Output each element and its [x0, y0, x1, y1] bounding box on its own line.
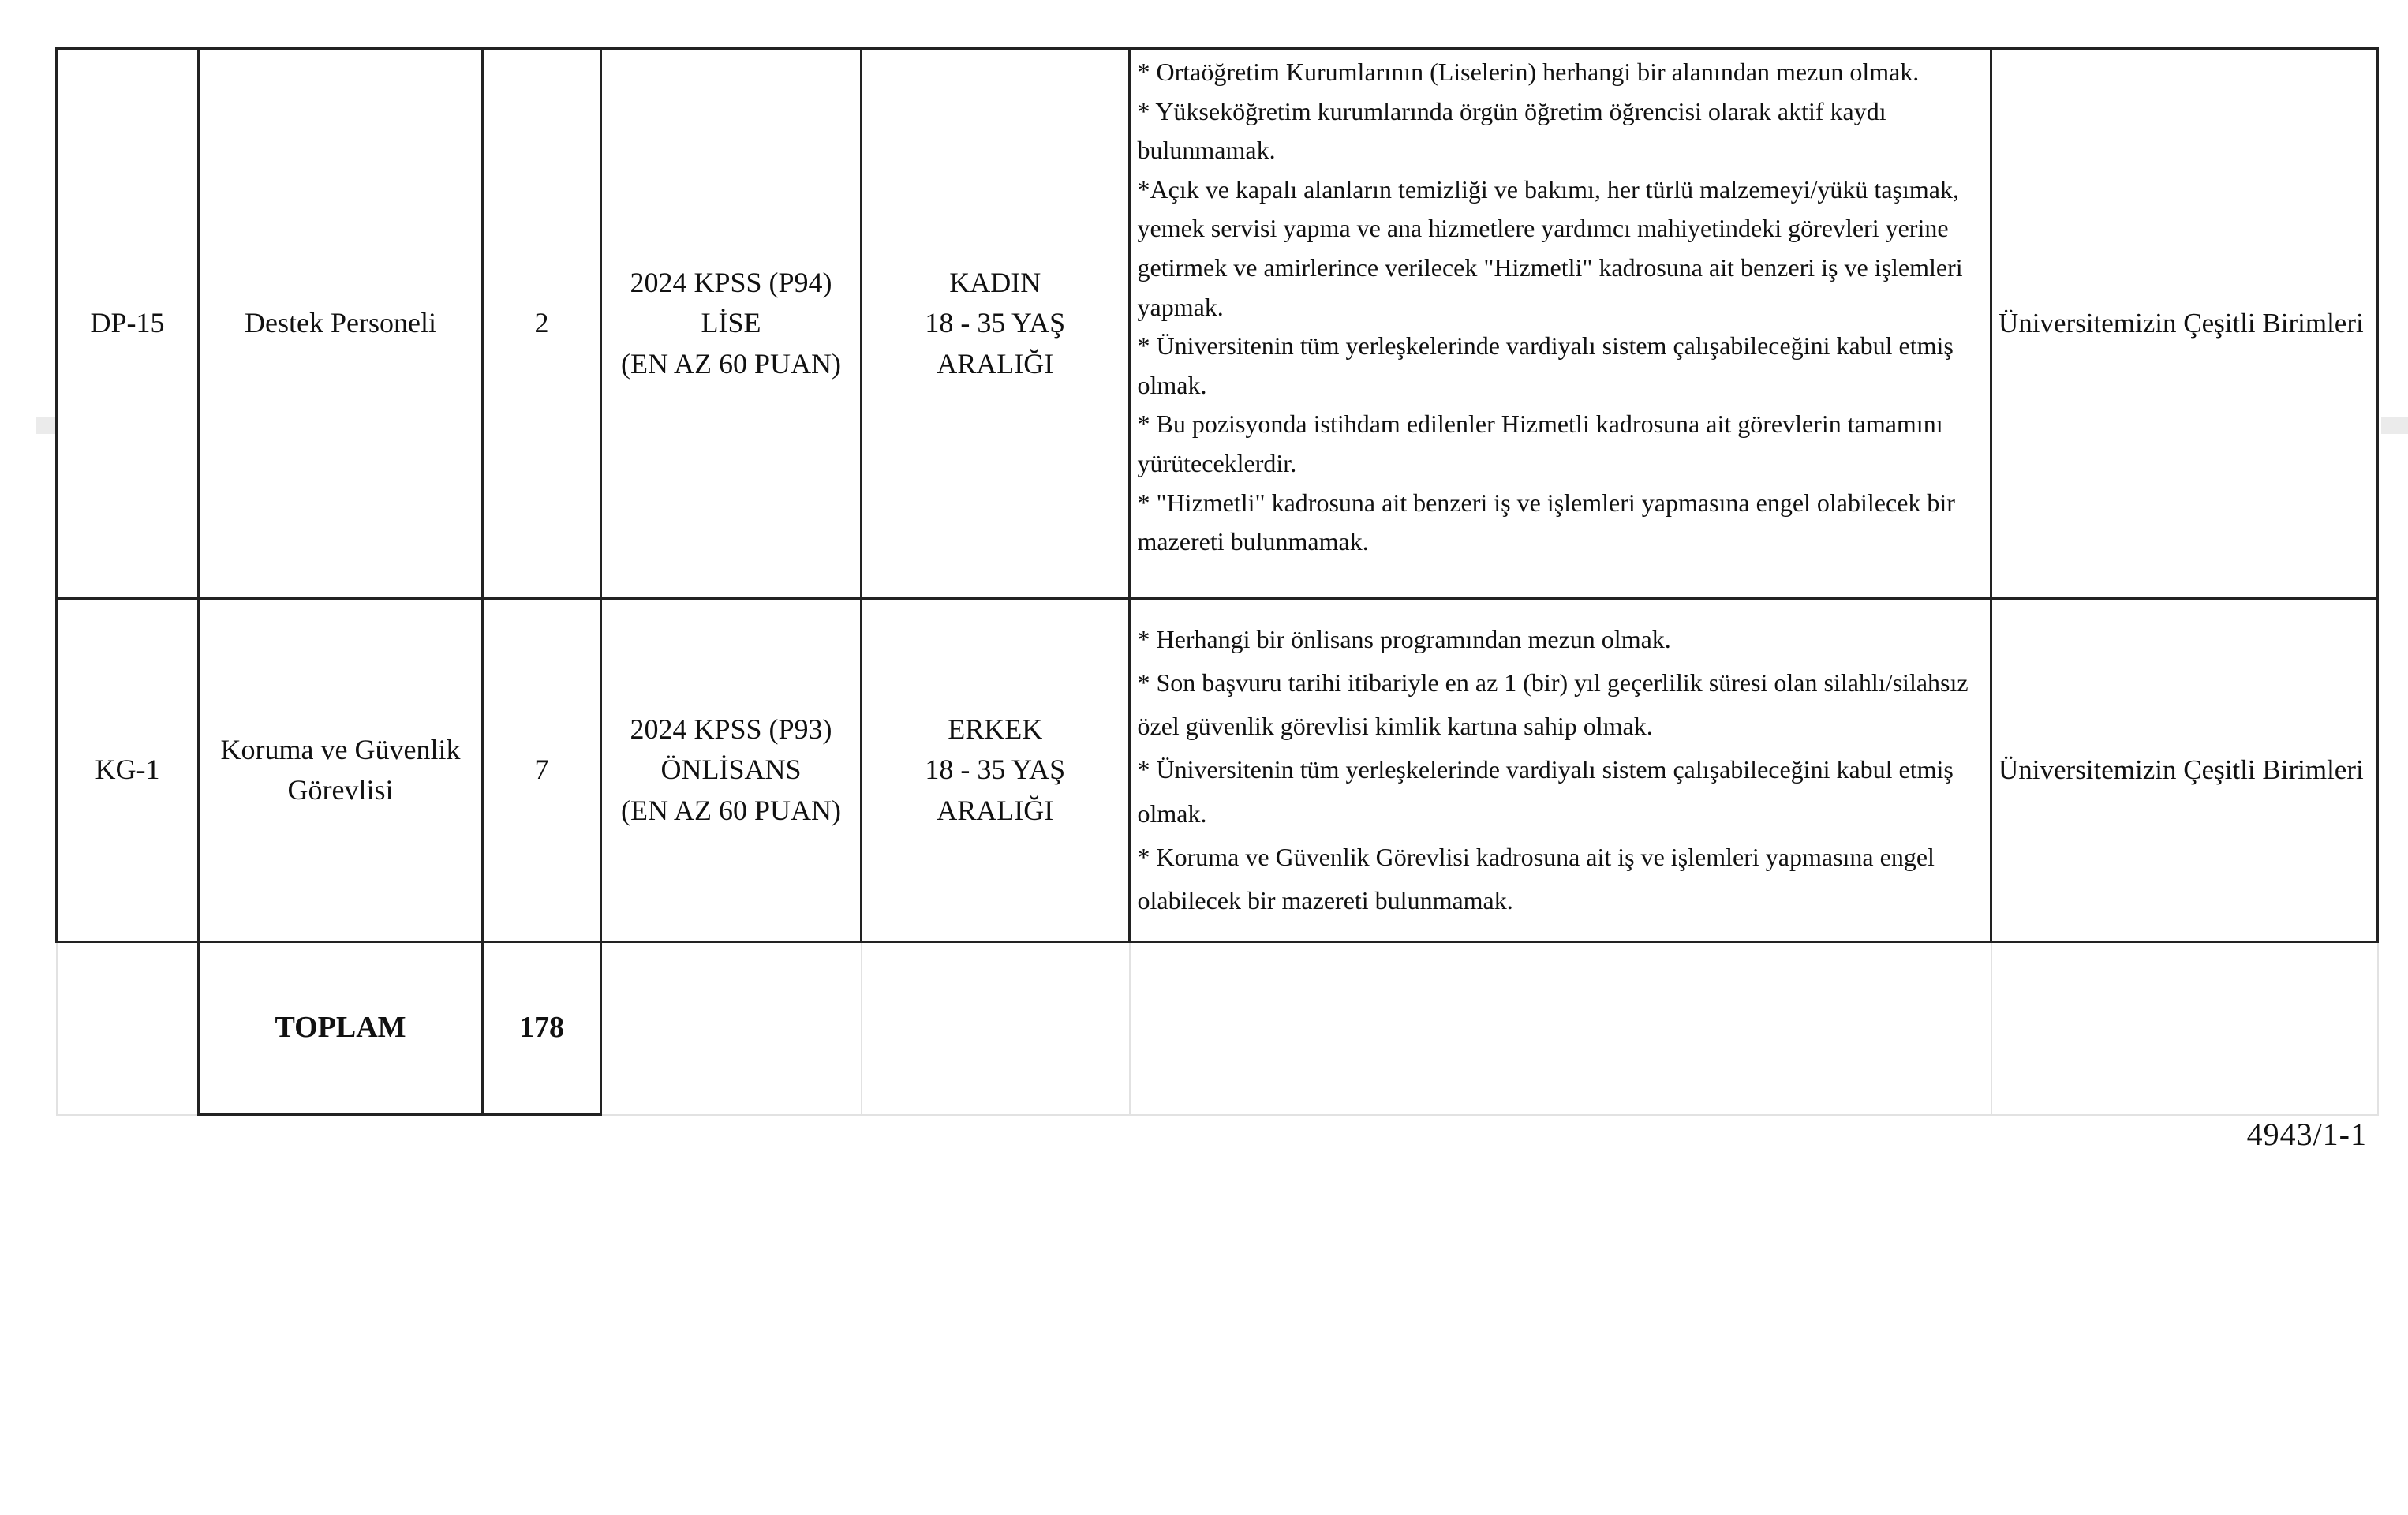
exam-requirement [601, 599, 862, 942]
empty-cell [862, 942, 1130, 1115]
gender-age [862, 49, 1130, 599]
requirement-item: * Ortaöğretim Kurumlarının (Liselerin) herhangi bir alanından mezun olmak. [1137, 58, 1920, 86]
gender: ERKEK [948, 713, 1043, 746]
requirement-item: * "Hizmetli" kadrosuna ait benzeri iş ve işlemleri yapmasına engel olabilecek bir mazereti bulunmamak. [1137, 488, 1955, 556]
table-row [57, 49, 2378, 599]
total-value: 178 [483, 942, 601, 1115]
total-row [57, 942, 2378, 1115]
scan-artifact-right [2381, 417, 2408, 434]
exam-type: 2024 KPSS (P93) [630, 713, 832, 746]
gender-age [862, 599, 1130, 942]
minimum-score: (EN AZ 60 PUAN) [621, 794, 841, 826]
work-unit: Üniversitemizin Çeşitli Birimleri [1991, 49, 2378, 599]
position-count: 7 [483, 599, 601, 942]
total-label: TOPLAM [199, 942, 483, 1115]
requirements [1130, 49, 1991, 599]
age-range: 18 - 35 YAŞ ARALIĞI [925, 754, 1066, 826]
position-count: 2 [483, 49, 601, 599]
exam-requirement [601, 49, 862, 599]
requirement-item: * Yükseköğretim kurumlarında örgün öğretim öğrencisi olarak aktif kaydı bulunmamak. [1137, 96, 1886, 165]
requirement-item: * Koruma ve Güvenlik Görevlisi kadrosuna ait iş ve işlemleri yapmasına engel olabilecek bir mazereti bulunmamak. [1137, 842, 1935, 915]
position-title: Koruma ve Güvenlik Görevlisi [199, 599, 483, 942]
education-level: LİSE [701, 307, 761, 339]
requirement-item: * Üniversitenin tüm yerleşkelerinde vardiyalı sistem çalışabileceğini kabul etmiş olmak. [1137, 331, 1954, 399]
requirement-item: * Son başvuru tarihi itibariyle en az 1 (bir) yıl geçerlilik süresi olan silahlı/silahsız özel güvenlik görevlisi kimlik kartına sahip olmak. [1137, 668, 1969, 741]
requirements [1130, 599, 1991, 942]
document-reference-code: 4943/1-1 [2246, 1117, 2367, 1152]
requirement-item: * Üniversitenin tüm yerleşkelerinde vardiyalı sistem çalışabileceğini kabul etmiş olmak. [1137, 755, 1954, 828]
empty-cell [1130, 942, 1991, 1115]
empty-cell [601, 942, 862, 1115]
empty-cell [1991, 942, 2378, 1115]
position-code: DP-15 [57, 49, 199, 599]
age-range: 18 - 35 YAŞ ARALIĞI [925, 307, 1066, 380]
table-row [57, 599, 2378, 942]
exam-type: 2024 KPSS (P94) [630, 267, 832, 299]
empty-cell [57, 942, 199, 1115]
requirement-item: * Herhangi bir önlisans programından mezun olmak. [1137, 625, 1671, 654]
position-code: KG-1 [57, 599, 199, 942]
education-level: ÖNLİSANS [660, 754, 802, 786]
work-unit: Üniversitemizin Çeşitli Birimleri [1991, 599, 2378, 942]
minimum-score: (EN AZ 60 PUAN) [621, 347, 841, 380]
requirement-item: * Bu pozisyonda istihdam edilenler Hizmetli kadrosuna ait görevlerin tamamını yürüteceklerdir. [1137, 410, 1943, 477]
positions-table [55, 47, 2379, 1116]
gender: KADIN [949, 267, 1041, 299]
requirement-item: *Açık ve kapalı alanların temizliği ve bakımı, her türlü malzemeyi/yükü taşımak, yemek servisi yapma ve ana hizmetlere yardımcı mahiyetindeki görevleri yerine getirmek ve amirlerince verilecek "Hizmetli" kadrosuna ait benzeri iş ve işlemleri yapmak. [1137, 174, 1963, 321]
position-title: Destek Personeli [199, 49, 483, 599]
